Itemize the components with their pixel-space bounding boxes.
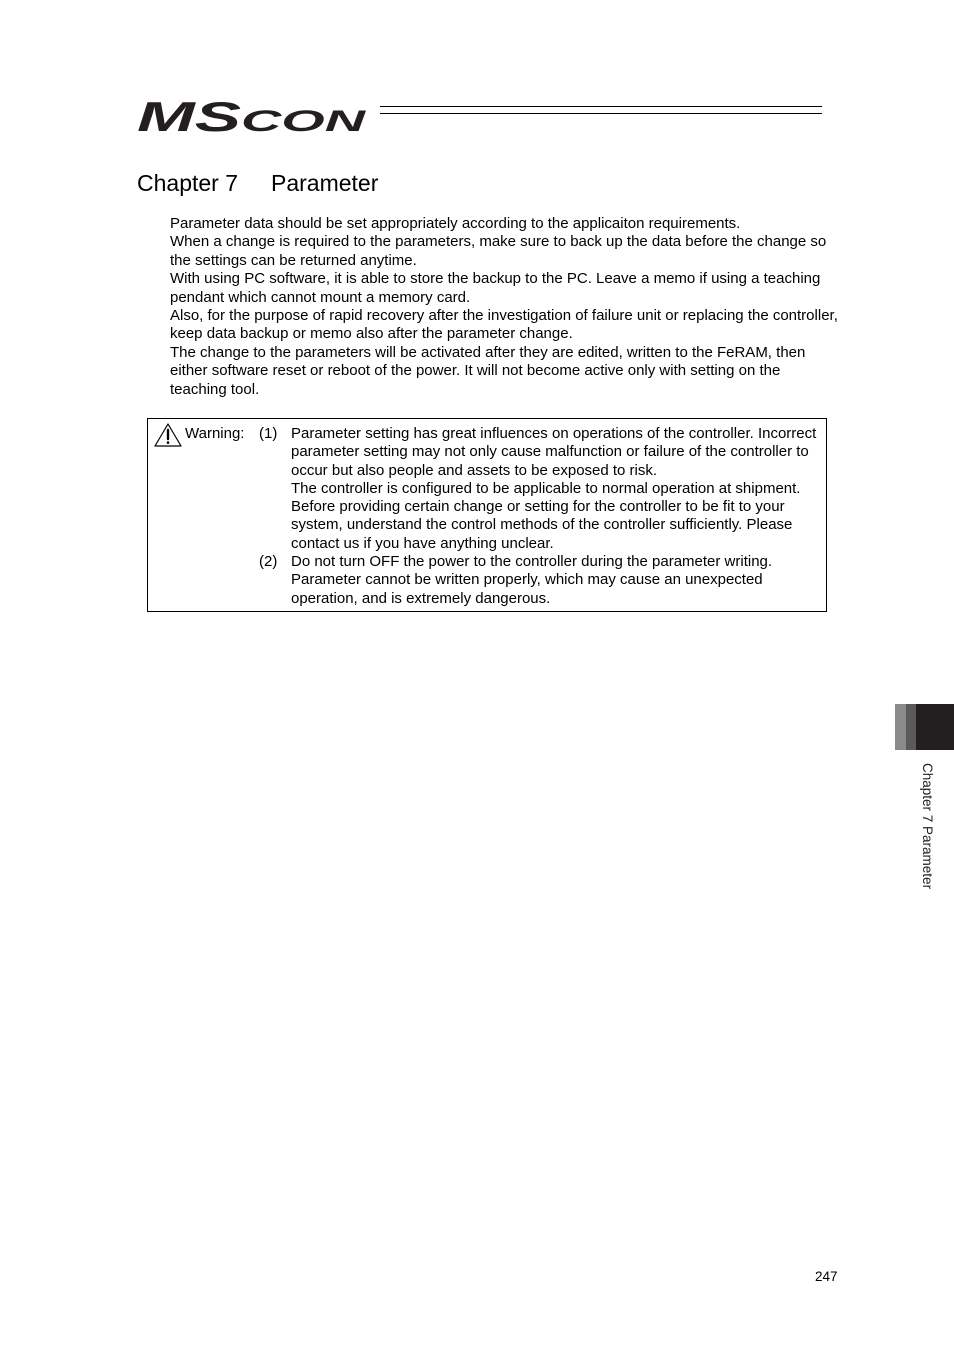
warning-item-number: (1) (259, 425, 278, 442)
chapter-heading (137, 168, 378, 198)
warning-triangle-icon (154, 422, 182, 448)
intro-paragraph: Parameter data should be set appropriately according to the applicaiton requirements. (170, 215, 741, 232)
svg-text:MS: MS (137, 96, 241, 136)
warning-label: Warning: (185, 425, 245, 442)
header-rule-top (380, 106, 822, 107)
intro-paragraph: The change to the parameters will be activated after they are edited, written to the FeRAM, then either software reset or reboot of the power. It will not become active only with setting on the teaching tool. (170, 343, 806, 398)
side-tab-label: Chapter 7 Parameter (920, 763, 935, 890)
intro-paragraph: Also, for the purpose of rapid recovery after the investigation of failure unit or replacing the controller, keep data backup or memo also after the parameter change. (170, 307, 838, 343)
page-number: 247 (815, 1269, 838, 1284)
warning-box (147, 418, 827, 612)
chapter-number: Chapter 7 (137, 170, 239, 196)
intro-paragraph: With using PC software, it is able to store the backup to the PC. Leave a memo if using a teaching pendant which cannot mount a memory card. (170, 270, 821, 306)
chapter-title: Parameter (271, 170, 379, 196)
header-rule-bottom (380, 113, 822, 114)
mscon-logo-graphic (137, 96, 369, 136)
warning-item-text: Parameter setting has great influences on operations of the controller. Incorrect parameter setting may not only cause malfunction or failure of the controller to occur but also people and assets to be exposed to risk. (291, 425, 817, 479)
intro-paragraph: When a change is required to the parameters, make sure to back up the data before the change so the settings can be returned anytime. (170, 233, 827, 269)
warning-item (259, 553, 819, 608)
warning-item-text: Do not turn OFF the power to the controller during the parameter writing. Parameter cannot be written properly, which may cause an unexpected operation, and is extremely dangerous. (291, 553, 773, 607)
mscon-logo (137, 96, 369, 136)
warning-item (259, 425, 819, 553)
svg-text:CON: CON (241, 105, 368, 136)
intro-text (170, 215, 838, 399)
warning-item-text: The controller is configured to be applicable to normal operation at shipment. Before providing certain change or setting for the controller to be fit to your system, understand the control methods of the controller sufficiently. Please contact us if you have anything unclear. (291, 479, 801, 552)
chapter-side-tab (895, 704, 954, 750)
warning-item-number: (2) (259, 553, 278, 570)
